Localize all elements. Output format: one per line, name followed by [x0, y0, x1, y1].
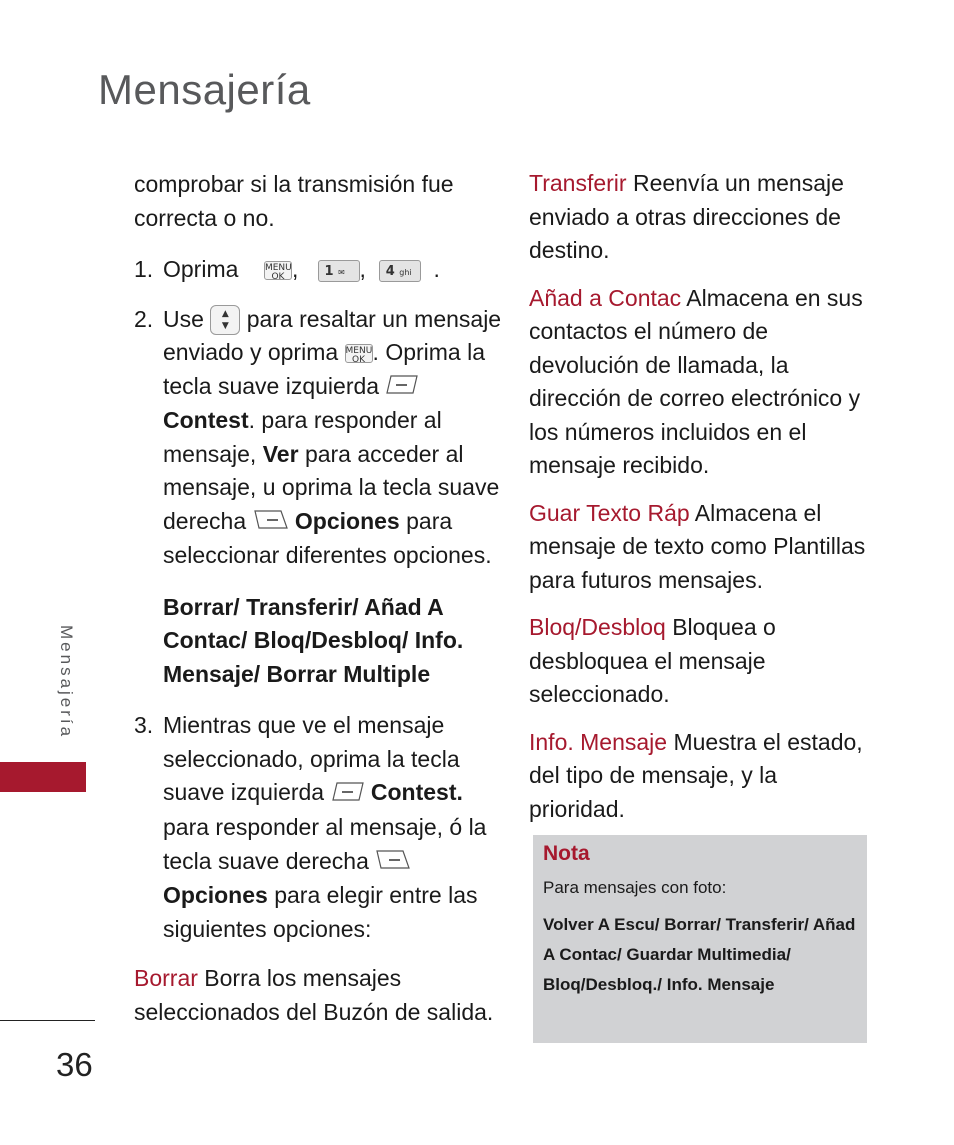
step-2-text-6: para seleccionar diferentes opciones.: [163, 507, 492, 569]
step-1-comma-1: ,: [291, 256, 299, 282]
nav-key-icon: [210, 305, 240, 335]
borrar-description: Borra los mensajes seleccionados del Buzón de salida.: [134, 965, 494, 1025]
step-2-number: 2.: [134, 305, 154, 332]
note-title: Nota: [543, 842, 590, 865]
definition-description: Muestra el estado, del tipo de mensaje, y la prioridad.: [529, 728, 863, 822]
menu-key-top-label: MENU: [345, 346, 373, 357]
note-box: [533, 835, 867, 1043]
right-soft-key-icon: [375, 846, 411, 880]
definition-term: Bloq/Desbloq: [529, 614, 666, 640]
options-list: Borrar/ Transferir/ Añad A Contac/ Bloq/Desbloq/ Info. Mensaje/ Borrar Multiple: [163, 593, 464, 687]
key-1-sub-label: ✉: [338, 267, 345, 277]
definition-term: Info. Mensaje: [529, 728, 668, 755]
right-column: [529, 167, 879, 826]
left-soft-key-icon: [385, 371, 419, 405]
step-2-text-2: para resaltar un mensaje enviado y oprima: [163, 305, 502, 365]
section-tab-label: Mensajería: [57, 625, 76, 740]
step-3-number: 3.: [134, 712, 154, 739]
definition-item: [529, 726, 879, 827]
borrar-term: Borrar: [134, 965, 198, 992]
nav-down-arrow-icon: ▼: [221, 321, 229, 332]
key-4-icon: [379, 260, 421, 282]
menu-ok-key-icon: [345, 344, 373, 366]
key-1-icon: [318, 260, 360, 282]
definition-term: Transferir: [529, 170, 627, 196]
menu-key-top-label: MENU: [264, 263, 292, 274]
menu-key-bottom-label: OK: [271, 272, 285, 283]
definition-item: [529, 282, 879, 483]
step-3: [134, 709, 504, 946]
definition-description: Almacena el mensaje de texto como Plantillas para futuros mensajes.: [529, 499, 866, 593]
step-1-period: .: [433, 256, 440, 282]
page-number: 36: [56, 1046, 93, 1083]
note-options-list: Volver A Escu/ Borrar/ Transferir/ Añad A Contac/ Guardar Multimedia/ Bloq/Desbloq./ Info. Mensaje: [543, 915, 856, 994]
intro-paragraph: comprobar si la transmisión fue correcta o no.: [134, 171, 454, 231]
definition-item: [529, 611, 879, 712]
step-2-text-3: . Oprima la tecla suave izquierda: [163, 339, 486, 399]
contest-soft-key-label: Contest.: [370, 779, 463, 806]
definition-description: Reenvía un mensaje enviado a otras direcciones de destino.: [529, 170, 844, 263]
definition-term: Guar Texto Ráp: [529, 499, 690, 526]
definition-item: [529, 497, 879, 598]
step-1-number: 1.: [134, 256, 154, 282]
step-1-text: Oprima: [163, 256, 239, 282]
page-title: Mensajería: [98, 66, 311, 113]
step-2-text-4: . para responder al mensaje,: [163, 407, 442, 467]
step-2: [134, 303, 504, 573]
left-column: [134, 168, 504, 1029]
step-2-text-1: Use: [163, 305, 204, 332]
opciones-soft-key-label: Opciones: [294, 507, 400, 534]
step-3-text-2: para responder al mensaje, ó la tecla suave derecha: [163, 814, 487, 874]
ver-label: Ver: [262, 440, 299, 467]
definition-description: Bloquea o desbloquea el mensaje seleccionado.: [529, 614, 776, 707]
step-1: [134, 253, 504, 287]
opciones-soft-key-label: Opciones: [163, 882, 268, 909]
step-1-comma-2: ,: [359, 256, 366, 282]
step-3-text-3: para elegir entre las siguientes opciones:: [163, 882, 478, 942]
key-1-main-label: 1: [324, 263, 334, 279]
nav-up-arrow-icon: ▲: [221, 309, 229, 320]
key-4-sub-label: ghi: [399, 267, 412, 277]
left-soft-key-icon: [331, 778, 365, 812]
contest-soft-key-label: Contest: [163, 407, 249, 434]
menu-key-bottom-label: OK: [352, 355, 366, 366]
menu-ok-key-icon: [264, 261, 292, 283]
footer-divider: [0, 1020, 95, 1021]
definition-term: Añad a Contac: [529, 284, 682, 311]
note-subtitle: Para mensajes con foto:: [543, 878, 727, 897]
key-4-main-label: 4: [385, 263, 395, 279]
step-2-text-5: para acceder al mensaje, u oprima la tecla suave derecha: [163, 440, 500, 534]
right-soft-key-icon: [253, 506, 289, 540]
step-3-text-1: Mientras que ve el mensaje seleccionado, oprima la tecla suave izquierda: [163, 712, 460, 806]
definition-item: [529, 167, 879, 268]
section-tab-marker: [0, 762, 86, 792]
borrar-definition: [134, 962, 504, 1029]
definition-description: Almacena en sus contactos el número de devolución de llamada, la dirección de correo electrónico y los números incluidos en el mensaje recibido.: [529, 284, 863, 478]
